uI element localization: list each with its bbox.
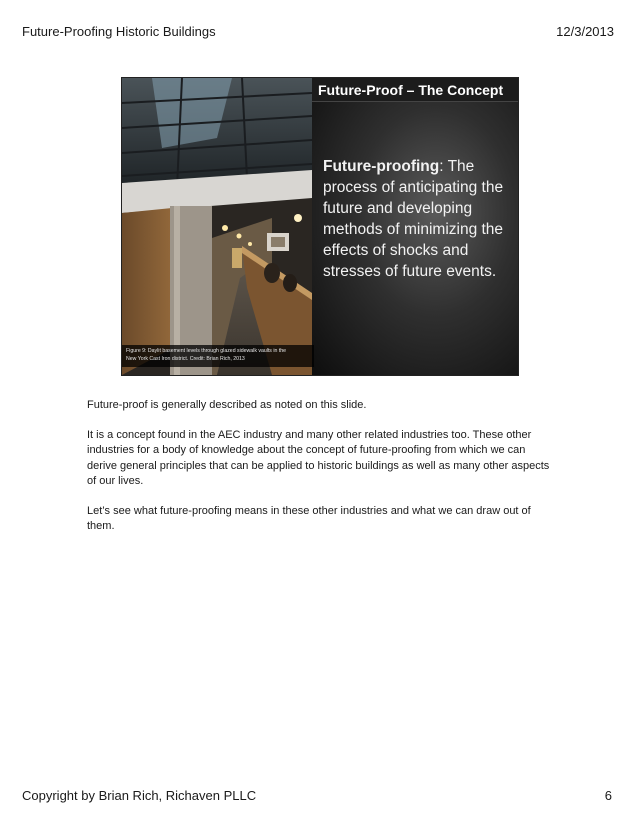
header-date: 12/3/2013 — [556, 24, 614, 39]
header-title: Future-Proofing Historic Buildings — [22, 24, 216, 39]
slide-definition-text: : The process of anticipating the future and developing methods of minimizing the effects of shocks and stresses of future events. — [323, 158, 504, 280]
figure-caption — [122, 345, 314, 367]
slide-definition — [323, 156, 513, 282]
slide-term: Future-proofing — [323, 158, 440, 175]
notes-paragraph-2: It is a concept found in the AEC industry and many other related industries too. These other industries for a body of knowledge about the concept of future-proofing from which we can derive general principles that can be applied to historic buildings as well as many other aspects of our lives. — [87, 428, 550, 487]
slide-photo — [122, 78, 312, 375]
footer-copyright: Copyright by Brian Rich, Richaven PLLC — [22, 788, 257, 803]
slide-thumbnail — [121, 77, 519, 376]
notes-paragraph-3: Let’s see what future-proofing means in these other industries and what we can draw out of them. — [87, 504, 531, 532]
caption-line-2: New York Cast Iron district. Credit: Brian Rich, 2013 — [126, 355, 245, 362]
slide-title: Future-Proof – The Concept — [312, 78, 518, 102]
speaker-notes — [87, 398, 557, 549]
notes-paragraph-1: Future-proof is generally described as noted on this slide. — [87, 399, 367, 411]
caption-line-1: Figure 9: Daylit basement levels through glazed sidewalk vaults in the — [126, 348, 287, 354]
page-number: 6 — [604, 788, 612, 803]
